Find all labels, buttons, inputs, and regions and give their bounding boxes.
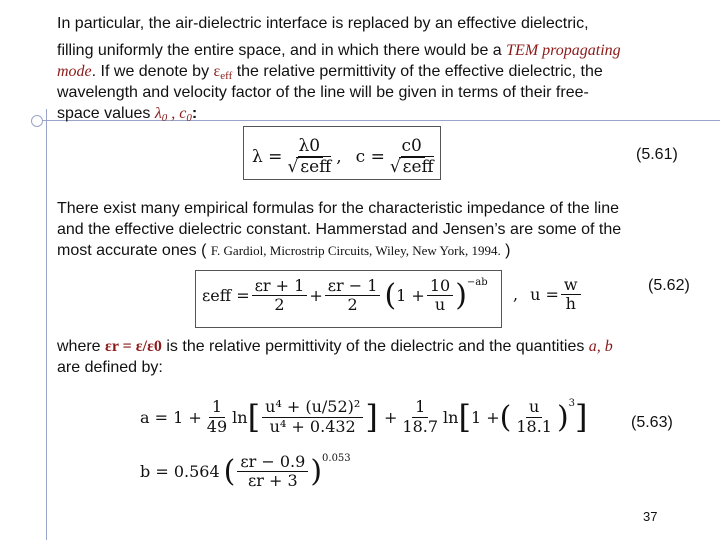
equation-5-63-a-part2: + $\frac{1}{18.7}$ ln [ 1 + ( $\frac{u}{18.1}$ ) 3 ] (384, 397, 588, 436)
equation-number-5-61: (5.61) (636, 146, 678, 163)
para1-line4: wavelength and velocity factor of the line will be given in terms of their free- (57, 84, 589, 101)
para2-line3: most accurate ones ( F. Gardiol, Microstrip Circuits, Wiley, New York, 1994. ) (57, 242, 511, 259)
para2-line1: There exist many empirical formulas for the characteristic impedance of the line (57, 200, 620, 217)
equation-5-62-u: , u = $\frac{w}{h}$ (513, 276, 583, 314)
para3-line1: where εr = ε/ε0 is the relative permittivity of the dielectric and the quantities a, b (57, 338, 613, 355)
para1-line2: filling uniformly the entire space, and in which there would be a TEM propagating (57, 42, 621, 59)
decor-vertical-rule (46, 109, 47, 540)
equation-5-62: εeff = $\frac{\varepsilon r + 1}{2}$ + $\frac{\varepsilon r - 1}{2}$ ( 1 + $\frac{10}{u}$ ) −ab (195, 270, 502, 328)
para3-line2: are defined by: (57, 359, 163, 376)
page-number: 37 (643, 509, 658, 524)
equation-5-61: λ = $\frac{\lambda 0}{\text{√ εeff}}$ , c = $\frac{c0}{\text{√ εeff}}$ (243, 126, 441, 180)
para2-line2: and the effective dielectric constant. Hammerstad and Jensen’s are some of the (57, 221, 622, 238)
para1-line5: space values $\lambda_0$ , $c_0$: (57, 105, 198, 124)
para1-line3: mode. If we denote by $\varepsilon_{eff}$ the relative permittivity of the effective dielectric, the (57, 63, 603, 82)
equation-5-63-b: b = 0.564 ( $\frac{\varepsilon r - 0.9}{\varepsilon r + 3}$ ) 0.053 (140, 452, 351, 491)
equation-5-63-a: a = 1 + $\frac{1}{49}$ ln [ $\frac{\text{u⁴ + (u/52)²}}{\text{u⁴ + 0.432}}$ ] (140, 397, 378, 436)
equation-number-5-62: (5.62) (648, 277, 690, 294)
para1-line1: In particular, the air-dielectric interface is replaced by an effective dielectric, (57, 15, 589, 32)
citation-reference: F. Gardiol, Microstrip Circuits, Wiley, New York, 1994. (210, 243, 501, 258)
decor-circle-marker (31, 115, 43, 127)
equation-number-5-63: (5.63) (631, 414, 673, 431)
